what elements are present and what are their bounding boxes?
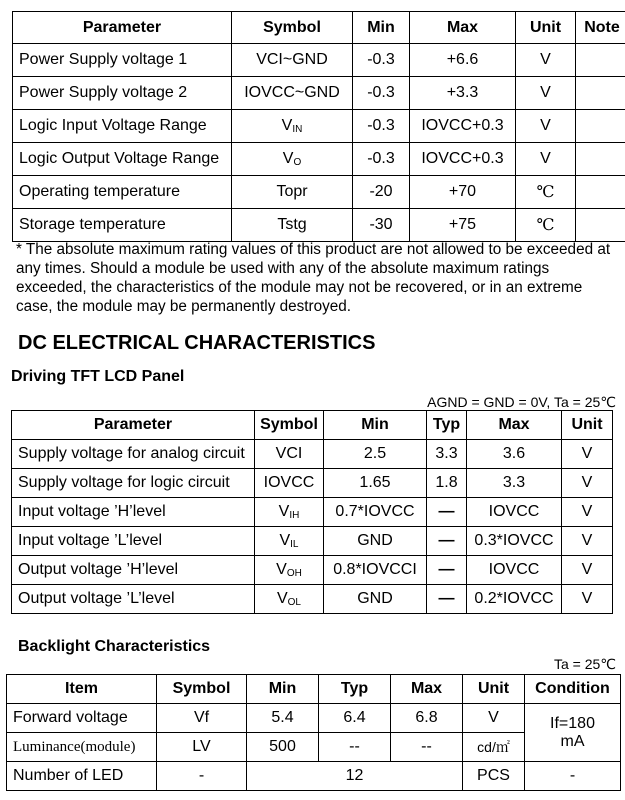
param-cell: Power Supply voltage 1 bbox=[13, 44, 232, 77]
min-cell: -0.3 bbox=[353, 44, 410, 77]
min-cell: -0.3 bbox=[353, 143, 410, 176]
param-cell: Operating temperature bbox=[13, 176, 232, 209]
symbol-cell: VCI~GND bbox=[232, 44, 353, 77]
item-cell: Forward voltage bbox=[7, 704, 157, 733]
section-title: DC ELECTRICAL CHARACTERISTICS bbox=[18, 332, 376, 354]
max-cell: -- bbox=[391, 733, 463, 762]
unit-cell: V bbox=[516, 77, 576, 110]
symbol-cell: - bbox=[157, 762, 247, 791]
table-row bbox=[12, 498, 613, 527]
table-row bbox=[13, 44, 625, 77]
unit-cell: V bbox=[562, 498, 613, 527]
table-row bbox=[7, 704, 621, 733]
param-cell: Input voltage ’L’level bbox=[12, 527, 255, 556]
unit-cell: V bbox=[562, 556, 613, 585]
unit-cell: ℃ bbox=[516, 176, 576, 209]
min-cell: -30 bbox=[353, 209, 410, 242]
symbol-cell: $V_{OH}$ bbox=[255, 556, 324, 585]
unit-cell: V bbox=[463, 704, 525, 733]
param-cell: Output voltage ’H’level bbox=[12, 556, 255, 585]
col-header-parameter: Parameter bbox=[12, 411, 255, 440]
condition-unit: mA bbox=[560, 732, 585, 750]
note-cell bbox=[576, 209, 625, 242]
backlight-conditions: Ta = 25℃ bbox=[553, 656, 616, 672]
typ-cell: — bbox=[427, 527, 467, 556]
col-header-typ: Typ bbox=[427, 411, 467, 440]
subsection-title: Driving TFT LCD Panel bbox=[11, 368, 185, 385]
typ-cell: — bbox=[427, 556, 467, 585]
typ-cell: — bbox=[427, 498, 467, 527]
param-cell: Logic Output Voltage Range bbox=[13, 143, 232, 176]
symbol-cell: VCI bbox=[255, 440, 324, 469]
col-header-item: Item bbox=[7, 675, 157, 704]
unit-cell: cd/㎡ bbox=[463, 733, 525, 762]
note-cell bbox=[576, 176, 625, 209]
param-cell: Supply voltage for logic circuit bbox=[12, 469, 255, 498]
typ-cell: — bbox=[427, 585, 467, 614]
table-row bbox=[7, 762, 621, 791]
table-row bbox=[12, 440, 613, 469]
col-header-max: Max bbox=[391, 675, 463, 704]
table-row bbox=[13, 110, 625, 143]
table-row bbox=[12, 556, 613, 585]
col-header-unit: Unit bbox=[516, 12, 576, 44]
col-header-symbol: Symbol bbox=[255, 411, 324, 440]
note-cell bbox=[576, 143, 625, 176]
table-header-row bbox=[13, 12, 625, 44]
typ-cell: 3.3 bbox=[427, 440, 467, 469]
unit-cell: V bbox=[562, 585, 613, 614]
condition-cell: - bbox=[525, 762, 621, 791]
min-cell: 2.5 bbox=[324, 440, 427, 469]
col-header-symbol: Symbol bbox=[232, 12, 353, 44]
note-cell bbox=[576, 77, 625, 110]
col-header-unit: Unit bbox=[463, 675, 525, 704]
absolute-max-table bbox=[12, 11, 625, 242]
min-cell: GND bbox=[324, 527, 427, 556]
symbol-cell: Topr bbox=[232, 176, 353, 209]
note-cell bbox=[576, 110, 625, 143]
max-cell: 0.2*IOVCC bbox=[467, 585, 562, 614]
param-cell: Logic Input Voltage Range bbox=[13, 110, 232, 143]
col-header-max: Max bbox=[410, 12, 516, 44]
table-row bbox=[13, 176, 625, 209]
symbol-cell: $V_{IH}$ bbox=[255, 498, 324, 527]
unit-cell: V bbox=[562, 440, 613, 469]
param-cell: Power Supply voltage 2 bbox=[13, 77, 232, 110]
unit-cell: V bbox=[562, 527, 613, 556]
col-header-min: Min bbox=[353, 12, 410, 44]
max-cell: IOVCC bbox=[467, 556, 562, 585]
col-header-note: Note bbox=[576, 12, 625, 44]
dc-characteristics-table bbox=[11, 410, 613, 614]
min-cell: -0.3 bbox=[353, 110, 410, 143]
col-header-unit: Unit bbox=[562, 411, 613, 440]
unit-cell: ℃ bbox=[516, 209, 576, 242]
max-cell: +70 bbox=[410, 176, 516, 209]
rating-note: * The absolute maximum rating values of this product are not allowed to be exceeded at any times. Should a module be used with any of the absolute maximum ratings exceeded, the characteristics of the module may not be recovered, or in an extreme case, the module may be permanently destroyed. bbox=[16, 241, 611, 315]
table-row bbox=[13, 209, 625, 242]
col-header-max: Max bbox=[467, 411, 562, 440]
min-cell: 0.7*IOVCC bbox=[324, 498, 427, 527]
min-cell: GND bbox=[324, 585, 427, 614]
min-cell: 0.8*IOVCCI bbox=[324, 556, 427, 585]
min-cell: -0.3 bbox=[353, 77, 410, 110]
table-header-row bbox=[7, 675, 621, 704]
unit-cell: V bbox=[516, 44, 576, 77]
symbol-cell: IOVCC~GND bbox=[232, 77, 353, 110]
condition-current: If=180 bbox=[550, 714, 595, 732]
table-row bbox=[12, 469, 613, 498]
col-header-symbol: Symbol bbox=[157, 675, 247, 704]
col-header-condition: Condition bbox=[525, 675, 621, 704]
col-header-parameter: Parameter bbox=[13, 12, 232, 44]
symbol-cell: Tstg bbox=[232, 209, 353, 242]
table-row bbox=[12, 527, 613, 556]
min-cell: 1.65 bbox=[324, 469, 427, 498]
symbol-cell: $V_{IN}$ bbox=[232, 110, 353, 143]
col-header-min: Min bbox=[324, 411, 427, 440]
symbol-cell: $V_{IL}$ bbox=[255, 527, 324, 556]
typ-cell: 6.4 bbox=[319, 704, 391, 733]
symbol-cell: IOVCC bbox=[255, 469, 324, 498]
backlight-table bbox=[6, 674, 621, 791]
table-row bbox=[12, 585, 613, 614]
max-cell: IOVCC+0.3 bbox=[410, 143, 516, 176]
table-row bbox=[13, 77, 625, 110]
col-header-min: Min bbox=[247, 675, 319, 704]
max-cell: IOVCC bbox=[467, 498, 562, 527]
max-cell: +6.6 bbox=[410, 44, 516, 77]
min-cell: 5.4 bbox=[247, 704, 319, 733]
max-cell: +3.3 bbox=[410, 77, 516, 110]
symbol-cell: LV bbox=[157, 733, 247, 762]
param-cell: Supply voltage for analog circuit bbox=[12, 440, 255, 469]
unit-cell: V bbox=[516, 143, 576, 176]
symbol-cell: $V_O$ bbox=[232, 143, 353, 176]
max-cell: 0.3*IOVCC bbox=[467, 527, 562, 556]
item-cell: Number of LED bbox=[7, 762, 157, 791]
table-header-row bbox=[12, 411, 613, 440]
param-cell: Output voltage ’L’level bbox=[12, 585, 255, 614]
unit-cell: PCS bbox=[463, 762, 525, 791]
unit-cell: V bbox=[516, 110, 576, 143]
min-cell: -20 bbox=[353, 176, 410, 209]
subsection-title: Backlight Characteristics bbox=[18, 638, 211, 655]
max-cell: 3.3 bbox=[467, 469, 562, 498]
dc-conditions: AGND = GND = 0V, Ta = 25℃ bbox=[427, 394, 616, 410]
table-row bbox=[13, 143, 625, 176]
max-cell: +75 bbox=[410, 209, 516, 242]
count-cell: 12 bbox=[247, 762, 463, 791]
max-cell: 6.8 bbox=[391, 704, 463, 733]
param-cell: Input voltage ’H’level bbox=[12, 498, 255, 527]
typ-cell: -- bbox=[319, 733, 391, 762]
col-header-typ: Typ bbox=[319, 675, 391, 704]
condition-cell bbox=[525, 704, 621, 762]
max-cell: 3.6 bbox=[467, 440, 562, 469]
note-cell bbox=[576, 44, 625, 77]
item-cell: Luminance(module) bbox=[7, 733, 157, 762]
typ-cell: 1.8 bbox=[427, 469, 467, 498]
symbol-cell: $V_{OL}$ bbox=[255, 585, 324, 614]
param-cell: Storage temperature bbox=[13, 209, 232, 242]
unit-cell: V bbox=[562, 469, 613, 498]
symbol-cell: Vf bbox=[157, 704, 247, 733]
max-cell: IOVCC+0.3 bbox=[410, 110, 516, 143]
min-cell: 500 bbox=[247, 733, 319, 762]
